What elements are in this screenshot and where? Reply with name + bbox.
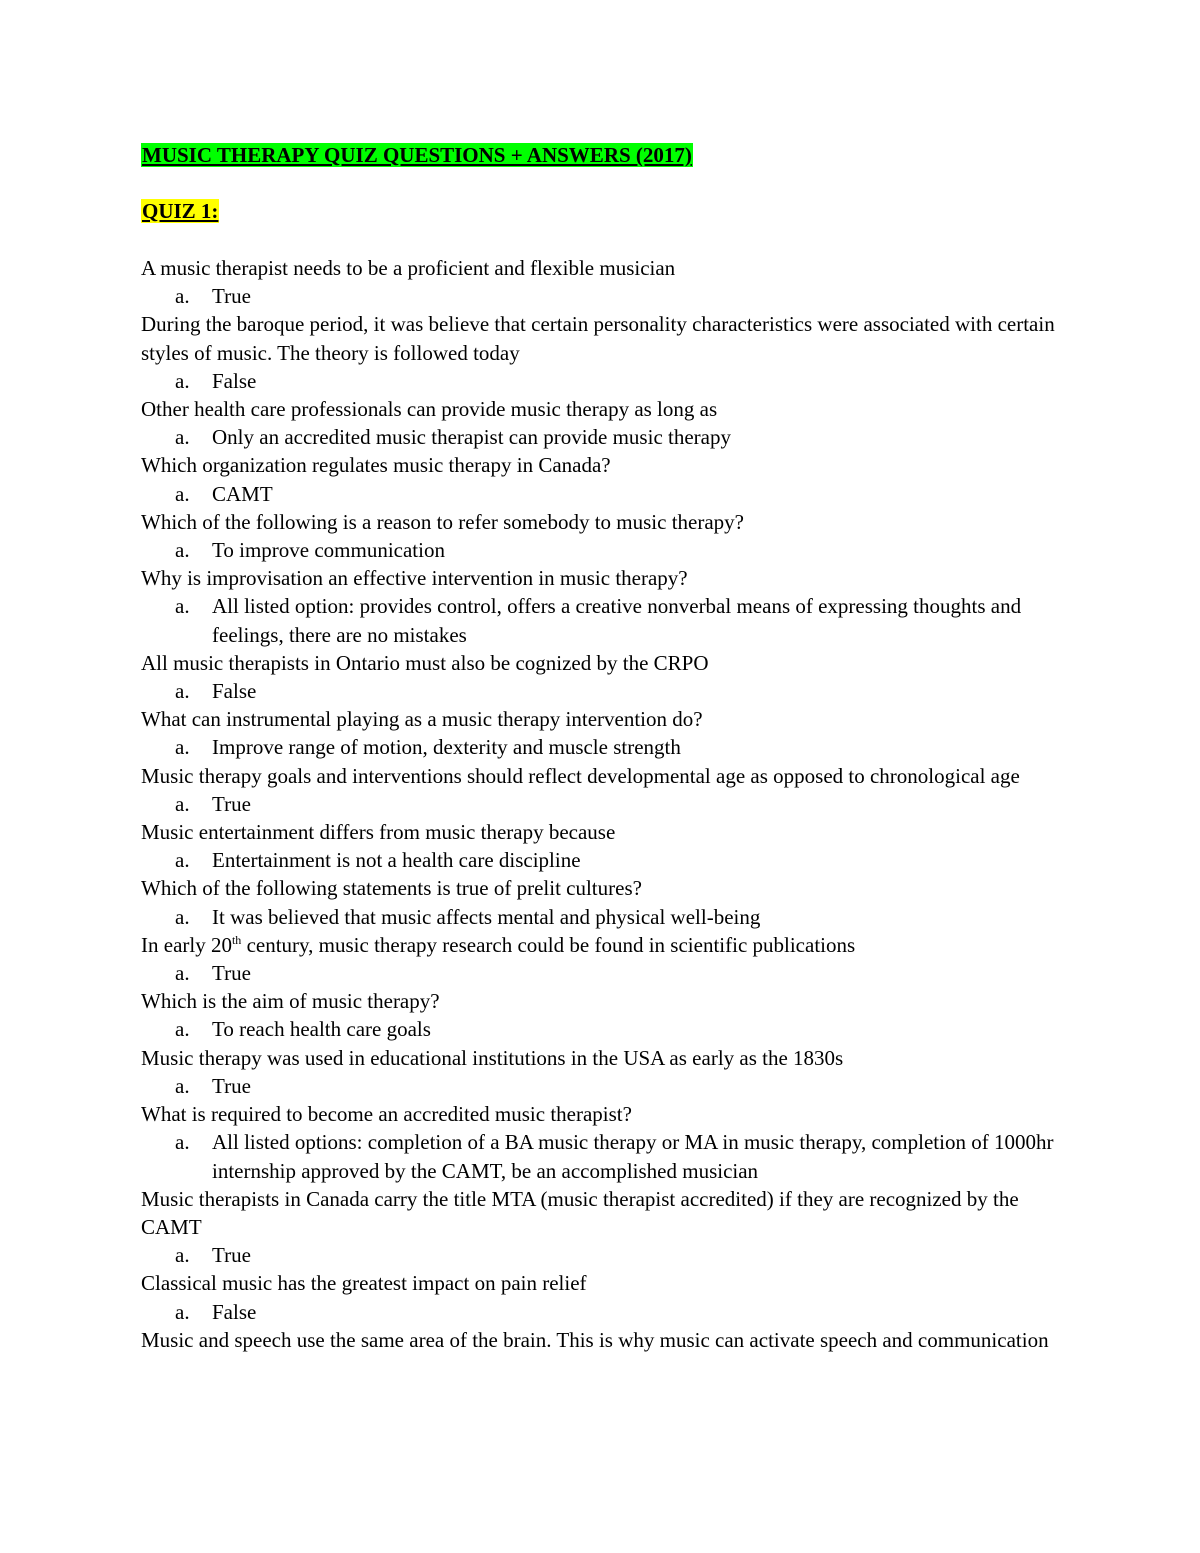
- question-item: [0, 1326, 1061, 1354]
- answer-item: [141, 1241, 1062, 1269]
- answer-item: [141, 536, 1062, 564]
- question-text: Music therapy goals and interventions should reflect developmental age as opposed to chronological age: [141, 763, 1020, 788]
- answer-text: True: [212, 961, 251, 986]
- question-text: Other health care professionals can provide music therapy as long as: [141, 397, 718, 422]
- answer-item: [141, 367, 1062, 395]
- answer-item: [141, 592, 1062, 648]
- question-item: [0, 649, 1061, 705]
- answer-item: [141, 790, 1062, 818]
- answer-text: CAMT: [212, 481, 273, 506]
- answer-letter: a.: [175, 1017, 190, 1042]
- answer-text: To improve communication: [212, 538, 445, 563]
- quiz-heading-highlight: QUIZ 1:: [142, 199, 219, 223]
- ordinal-suffix: th: [231, 932, 242, 947]
- question-item: [0, 1269, 1061, 1325]
- answer-item: [141, 1072, 1062, 1100]
- answer-letter: a.: [175, 848, 190, 873]
- answer-letter: a.: [175, 791, 190, 816]
- question-text: Which is the aim of music therapy?: [141, 989, 440, 1014]
- question-text: Which organization regulates music therapy in Canada?: [141, 453, 611, 478]
- question-item: [0, 564, 1061, 649]
- answer-letter: a.: [175, 1130, 190, 1155]
- question-item: [0, 818, 1061, 874]
- question-text: What can instrumental playing as a music therapy intervention do?: [141, 707, 703, 732]
- question-item: [0, 395, 1061, 451]
- answer-item: [141, 282, 1062, 310]
- answer-letter: a.: [175, 1243, 190, 1268]
- answer-item: [141, 1128, 1062, 1184]
- document-title: [141, 141, 693, 169]
- answer-item: [141, 846, 1062, 874]
- answer-item: [141, 423, 1062, 451]
- question-text: Music entertainment differs from music therapy because: [141, 820, 616, 845]
- question-item: [0, 762, 1061, 818]
- answer-letter: a.: [175, 735, 190, 760]
- question-item: [0, 987, 1061, 1043]
- answer-letter: a.: [175, 961, 190, 986]
- answer-text: All listed option: provides control, offers a creative nonverbal means of expressing thoughts and feelings, there are no mistakes: [212, 594, 1022, 647]
- question-text: Which of the following is a reason to refer somebody to music therapy?: [141, 509, 744, 534]
- question-text: Which of the following statements is true of prelit cultures?: [141, 876, 642, 901]
- answer-item: [141, 903, 1062, 931]
- question-item: [0, 451, 1061, 507]
- question-text: Why is improvisation an effective intervention in music therapy?: [141, 566, 688, 591]
- question-text: What is required to become an accredited music therapist?: [141, 1102, 632, 1127]
- question-item: [0, 1044, 1061, 1100]
- answer-text: Only an accredited music therapist can provide music therapy: [212, 425, 731, 450]
- answer-letter: a.: [175, 594, 190, 619]
- question-list: [0, 254, 1200, 1354]
- answer-item: [141, 959, 1062, 987]
- answer-item: [141, 733, 1062, 761]
- answer-letter: a.: [175, 368, 190, 393]
- question-text: During the baroque period, it was believe that certain personality characteristics were associated with certain styles of music. The theory is followed today: [141, 312, 1055, 365]
- answer-letter: a.: [175, 481, 190, 506]
- answer-text: True: [212, 1073, 251, 1098]
- quiz-heading: [141, 197, 219, 225]
- question-text: Music and speech use the same area of the brain. This is why music can activate speech and communication: [141, 1327, 1049, 1352]
- answer-letter: a.: [175, 1073, 190, 1098]
- question-text-start: In early 20: [141, 932, 232, 957]
- question-text: A music therapist needs to be a proficient and flexible musician: [141, 256, 676, 280]
- answer-item: [141, 677, 1062, 705]
- question-item: [0, 1100, 1061, 1185]
- answer-item: [141, 1015, 1062, 1043]
- answer-letter: a.: [175, 284, 190, 309]
- question-text: Classical music has the greatest impact on pain relief: [141, 1271, 587, 1296]
- answer-letter: a.: [175, 538, 190, 563]
- answer-text: All listed options: completion of a BA music therapy or MA in music therapy, completion of 1000hr internship approved by the CAMT, be an accomplished musician: [212, 1130, 1054, 1183]
- question-item: [0, 254, 1061, 310]
- answer-letter: a.: [175, 1299, 190, 1324]
- answer-text: False: [212, 368, 257, 393]
- question-text: All music therapists in Ontario must also be cognized by the CRPO: [141, 650, 709, 675]
- question-text: Music therapy was used in educational institutions in the USA as early as the 1830s: [141, 1045, 844, 1070]
- answer-text: True: [212, 284, 251, 309]
- question-item: [0, 508, 1061, 564]
- answer-text: False: [212, 679, 257, 704]
- answer-text: To reach health care goals: [212, 1017, 431, 1042]
- question-item: [0, 874, 1061, 930]
- answer-text: False: [212, 1299, 257, 1324]
- answer-item: [141, 480, 1062, 508]
- answer-text: True: [212, 791, 251, 816]
- answer-letter: a.: [175, 679, 190, 704]
- question-text-end: century, music therapy research could be found in scientific publications: [241, 932, 856, 957]
- question-item: [0, 1185, 1061, 1270]
- answer-item: [141, 1298, 1062, 1326]
- answer-text: True: [212, 1243, 251, 1268]
- answer-text: Entertainment is not a health care discipline: [212, 848, 581, 873]
- answer-letter: a.: [175, 904, 190, 929]
- answer-text: Improve range of motion, dexterity and muscle strength: [212, 735, 681, 760]
- question-item: [0, 310, 1061, 395]
- answer-letter: a.: [175, 425, 190, 450]
- question-item: [0, 705, 1061, 761]
- question-item: [0, 931, 1061, 987]
- title-highlight: MUSIC THERAPY QUIZ QUESTIONS + ANSWERS (2017): [142, 143, 692, 167]
- question-text: [141, 931, 1061, 959]
- question-text: Music therapists in Canada carry the title MTA (music therapist accredited) if they are recognized by the CAMT: [141, 1186, 1019, 1239]
- answer-text: It was believed that music affects mental and physical well-being: [212, 904, 761, 929]
